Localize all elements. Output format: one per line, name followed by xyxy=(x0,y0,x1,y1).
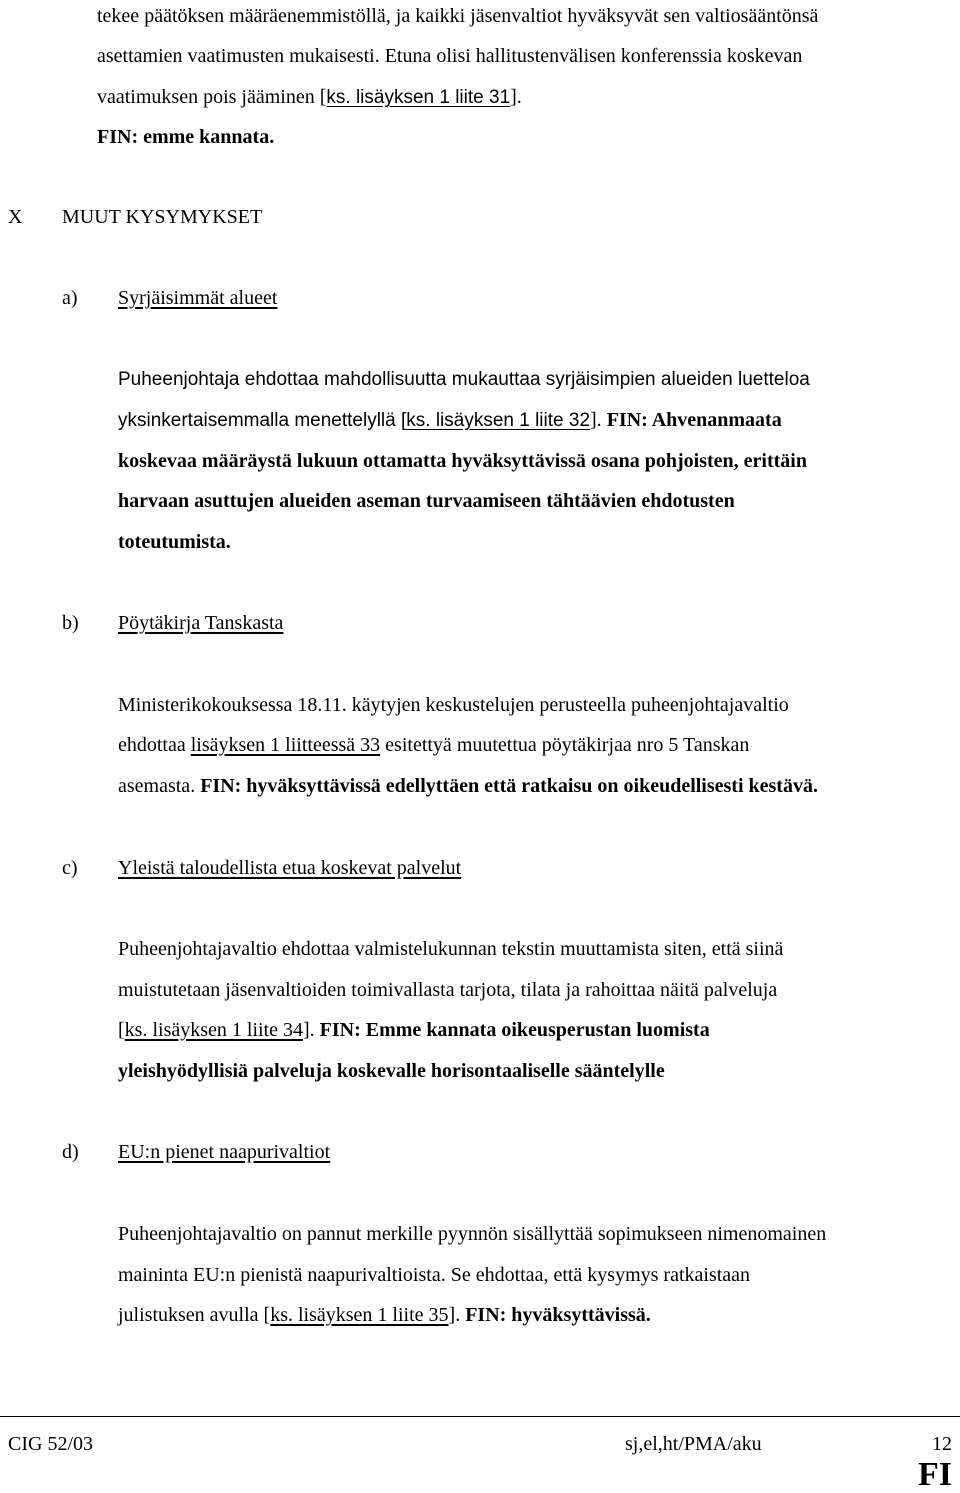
item-b-line-2 xyxy=(118,733,749,757)
item-d-line-3 xyxy=(118,1303,651,1327)
footer-page-number: 12 xyxy=(932,1433,952,1455)
item-d-heading: EU:n pienet naapurivaltiot xyxy=(118,1141,331,1163)
footer-rule xyxy=(0,1416,960,1417)
item-b-heading: Pöytäkirja Tanskasta xyxy=(118,612,284,634)
item-a-line-5: toteutumista. xyxy=(118,531,231,553)
annex-32-link[interactable]: ks. lisäyksen 1 liite 32 xyxy=(406,410,591,431)
item-b-line-3-text: asemasta. xyxy=(118,775,201,797)
item-c-line-4: yleishyödyllisiä palveluja koskevalle horisontaaliselle sääntelylle xyxy=(118,1060,665,1082)
item-d-line-2: maininta EU:n pienistä naapurivaltioista. Se ehdottaa, että kysymys ratkaistaan xyxy=(118,1264,751,1286)
item-d-label: d) xyxy=(62,1141,79,1163)
item-a-line-1: Puheenjohtaja ehdottaa mahdollisuutta mukauttaa syrjäisimpien alueiden luetteloa xyxy=(118,369,810,390)
intro-line-3 xyxy=(97,85,522,110)
item-b-fin-position: FIN: hyväksyttävissä edellyttäen että ratkaisu on oikeudellisesti kestävä. xyxy=(200,775,818,797)
annex-35-link[interactable]: ks. lisäyksen 1 liite 35 xyxy=(270,1304,449,1326)
item-c-label: c) xyxy=(62,857,78,879)
footer-author-code: sj,el,ht/PMA/aku xyxy=(625,1433,762,1455)
item-b-label: b) xyxy=(62,612,79,634)
item-a-label: a) xyxy=(62,287,78,309)
item-d-fin-position: FIN: hyväksyttävissä. xyxy=(465,1304,651,1326)
intro-fin-position: FIN: emme kannata. xyxy=(97,126,275,148)
intro-line-3-end: ]. xyxy=(510,86,522,108)
item-c-heading: Yleistä taloudellista etua koskevat palvelut xyxy=(118,857,462,879)
item-a-fin-start: FIN: Ahvenanmaata xyxy=(606,409,782,431)
item-b-line-2-end: esitettyä muutettua pöytäkirjaa nro 5 Tanskan xyxy=(380,734,750,756)
item-a-heading: Syrjäisimmät alueet xyxy=(118,287,278,309)
intro-line-2: asettamien vaatimusten mukaisesti. Etuna olisi hallitustenvälisen konferenssia koskevan xyxy=(97,45,803,67)
item-c-fin-start: FIN: Emme kannata oikeusperustan luomista xyxy=(319,1019,710,1041)
annex-31-link[interactable]: ks. lisäyksen 1 liite 31 xyxy=(326,87,511,108)
item-c-line-1: Puheenjohtajavaltio ehdottaa valmistelukunnan tekstin muuttamista siten, että siinä xyxy=(118,938,784,960)
annex-34-link[interactable]: ks. lisäyksen 1 liite 34 xyxy=(124,1019,303,1041)
item-d-line-3-text: julistuksen avulla [ xyxy=(118,1304,271,1326)
item-d-line-1: Puheenjohtajavaltio on pannut merkille pyynnön sisällyttää sopimukseen nimenomainen xyxy=(118,1223,827,1245)
item-c-line-2: muistutetaan jäsenvaltioiden toimivallasta tarjota, tilata ja rahoittaa näitä palveluja xyxy=(118,979,778,1001)
annex-33-link[interactable]: lisäyksen 1 liitteessä 33 xyxy=(190,734,381,756)
item-c-line-3 xyxy=(118,1018,710,1042)
item-a-line-4: harvaan asuttujen alueiden aseman turvaamiseen tähtäävien ehdotusten xyxy=(118,490,735,512)
item-a-line-3: koskevaa määräystä lukuun ottamatta hyväksyttävissä osana pohjoisten, erittäin xyxy=(118,450,807,472)
item-a-line-2 xyxy=(118,408,782,433)
item-b-line-3 xyxy=(118,774,818,798)
item-d-line-3-sep: ]. xyxy=(448,1304,466,1326)
intro-line-3-text: vaatimuksen pois jääminen [ xyxy=(97,86,327,108)
item-c-line-3-text: [ xyxy=(118,1019,125,1041)
item-c-line-3-sep: ]. xyxy=(303,1019,320,1041)
section-number: X xyxy=(8,206,23,228)
footer-language-code: FI xyxy=(918,1456,952,1493)
item-b-line-2-text: ehdottaa xyxy=(118,734,191,756)
item-a-line-2-text: yksinkertaisemmalla menettelyllä [ xyxy=(118,410,407,431)
item-a-line-2-sep: ]. xyxy=(590,409,607,431)
section-title: MUUT KYSYMYKSET xyxy=(62,206,263,228)
footer-doc-ref: CIG 52/03 xyxy=(8,1433,93,1455)
intro-line-1: tekee päätöksen määräenemmistöllä, ja kaikki jäsenvaltiot hyväksyvät sen valtiosääntönsä xyxy=(97,5,819,27)
item-b-line-1: Ministerikokouksessa 18.11. käytyjen keskustelujen perusteella puheenjohtajavaltio xyxy=(118,694,789,716)
